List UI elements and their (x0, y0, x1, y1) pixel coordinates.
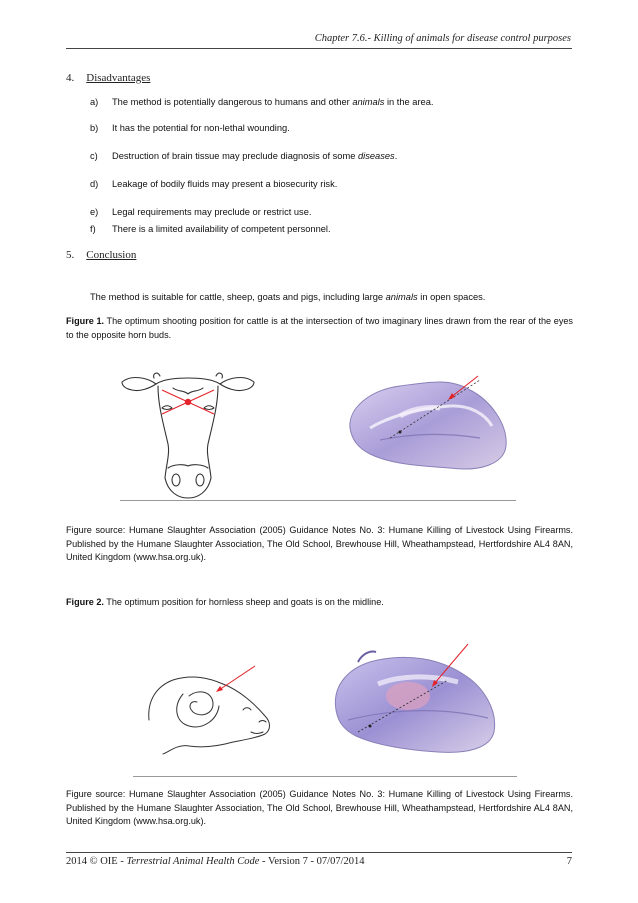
list-item-label: a) (90, 97, 99, 107)
conclusion-text-end: in open spaces. (417, 292, 486, 302)
list-item-text-end: in the area. (384, 97, 434, 107)
footer-text (66, 856, 364, 867)
footer-prefix: 2014 © OIE - (66, 856, 127, 867)
conclusion-text-start: The method is suitable for cattle, sheep, goats and pigs, including large (90, 292, 386, 302)
sheep-skull-section-image (318, 640, 508, 760)
section-title: Conclusion (86, 249, 137, 261)
footer-suffix: - Version 7 - 07/07/2014 (259, 856, 365, 867)
list-item-text: Destruction of brain tissue may preclude diagnosis of some (112, 151, 358, 161)
list-item-label: d) (90, 179, 99, 189)
cow-skull-section-image (330, 368, 520, 478)
conclusion-text (90, 292, 485, 302)
figure-1-rule (120, 500, 516, 501)
figure-1-source: Figure source: Humane Slaughter Association (2005) Guidance Notes No. 3: Humane Killing of Livestock Using Firearms. Published by the Humane Slaughter Association, The Old School, Brewhouse Hill, Wheathampstead, Hertfordshire AL4 8AN, United Kingdom (www.hsa.org.uk). (66, 525, 573, 562)
list-item-label: b) (90, 123, 99, 133)
list-item (90, 179, 337, 189)
list-item-text: There is a limited availability of competent personnel. (112, 224, 331, 234)
conclusion-emphasis: animals (385, 292, 418, 302)
figure-2-caption (66, 596, 573, 610)
footer-code-title: Terrestrial Animal Health Code (126, 856, 260, 867)
running-header: Chapter 7.6.- Killing of animals for disease control purposes (314, 33, 571, 44)
figure-2-caption-text: The optimum position for hornless sheep and goats is on the midline. (103, 597, 384, 607)
figure-2-label: Figure 2. (66, 597, 104, 607)
figure-1-caption-text: The optimum shooting position for cattle is at the intersection of two imaginary lines drawn from the rear of the eyes to the opposite horn buds. (66, 316, 573, 340)
list-item (90, 151, 397, 161)
list-item-emphasis: animals (352, 97, 385, 107)
figure-1-caption (66, 315, 573, 342)
cow-head-illustration (118, 370, 258, 502)
figure-2-rule (133, 776, 517, 777)
page-number: 7 (566, 856, 572, 867)
section-4-heading (66, 72, 150, 84)
list-item-text: The method is potentially dangerous to humans and other (112, 97, 353, 107)
section-5-heading (66, 249, 136, 261)
list-item-text: Legal requirements may preclude or restrict use. (112, 207, 312, 217)
section-number: 5. (66, 249, 75, 261)
list-item-text-end: . (394, 151, 398, 161)
list-item (90, 97, 433, 107)
list-item-label: e) (90, 207, 99, 217)
sheep-head-illustration (143, 660, 283, 760)
list-item-emphasis: diseases (357, 151, 395, 161)
section-number: 4. (66, 72, 75, 84)
figure-1-label: Figure 1. (66, 316, 105, 326)
section-title: Disadvantages (86, 72, 151, 84)
list-item-label: c) (90, 151, 98, 161)
list-item-text: It has the potential for non-lethal wounding. (112, 123, 290, 133)
figure-2-source: Figure source: Humane Slaughter Association (2005) Guidance Notes No. 3: Humane Killing of Livestock Using Firearms. Published by the Humane Slaughter Association, The Old School, Brewhouse Hill, Wheathampstead, Hertfordshire AL4 8AN, United Kingdom (www.hsa.org.uk). (66, 789, 573, 826)
list-item-label: f) (90, 224, 96, 234)
list-item (90, 123, 290, 133)
list-item (90, 224, 331, 234)
list-item-text: Leakage of bodily fluids may present a biosecurity risk. (112, 179, 338, 189)
footer-rule (66, 852, 572, 853)
header-rule (66, 48, 572, 49)
list-item (90, 207, 311, 217)
